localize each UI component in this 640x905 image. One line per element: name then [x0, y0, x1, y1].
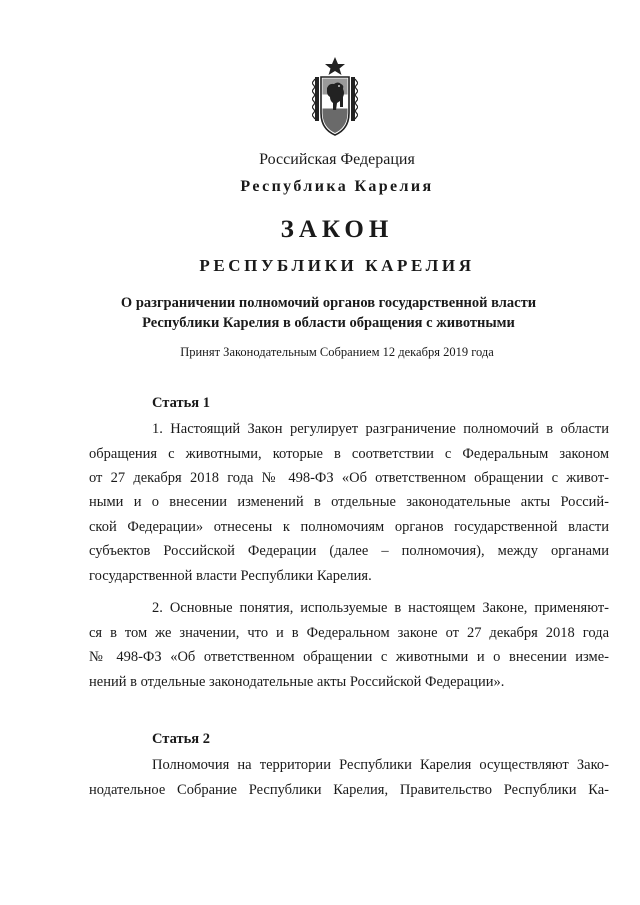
law-title-line: Республики Карелия в области обращения с животными: [142, 315, 515, 331]
paragraph-line: ными и о внесении изменений в отдельные законодательные акты Россий-: [89, 494, 609, 510]
article-2-heading: Статья 2: [152, 731, 210, 747]
paragraph-line: субъектов Российской Федерации (далее – полномочия), между органами: [89, 543, 609, 559]
paragraph-line: № 498-ФЗ «Об ответственном обращении с животными и о внесении изме-: [89, 649, 609, 665]
paragraph-line: 2. Основные понятия, используемые в настоящем Законе, применяют-: [152, 600, 609, 616]
paragraph-line: ской Федерации» отнесены к полномочиям органов государственной власти: [89, 519, 609, 535]
paragraph-line: Полномочия на территории Республики Карелия осуществляют Зако-: [152, 757, 609, 773]
paragraph-line: нений в отдельные законодательные акты Российской Федерации».: [89, 674, 505, 690]
paragraph-line: 1. Настоящий Закон регулирует разграничение полномочий в области: [152, 421, 609, 437]
law-title-line: О разграничении полномочий органов государственной власти: [120, 295, 537, 311]
paragraph-line: нодательное Собрание Республики Карелия, Правительство Республики Ка-: [89, 782, 609, 798]
coat-of-arms-emblem: [312, 55, 358, 137]
country-name: Российская Федерация: [259, 151, 415, 168]
paragraph-line: обращения с животными, которые в соответствии с Федеральным законом: [89, 446, 609, 462]
republic-name: Республика Карелия: [240, 178, 434, 195]
paragraph-line: государственной власти Республики Карелия.: [89, 568, 372, 584]
law-of-republic: РЕСПУБЛИКИ КАРЕЛИЯ: [199, 256, 475, 275]
article-1-heading: Статья 1: [152, 395, 210, 411]
law-title: [0, 293, 640, 333]
paragraph-line: от 27 декабря 2018 года № 498-ФЗ «Об ответственном обращении с живот-: [89, 470, 609, 486]
law-label: ЗАКОН: [280, 216, 394, 243]
paragraph-line: ся в том же значении, что и в Федеральном законе от 27 декабря 2018 года: [89, 625, 609, 641]
adoption-note: Принят Законодательным Собранием 12 декабря 2019 года: [180, 345, 494, 359]
